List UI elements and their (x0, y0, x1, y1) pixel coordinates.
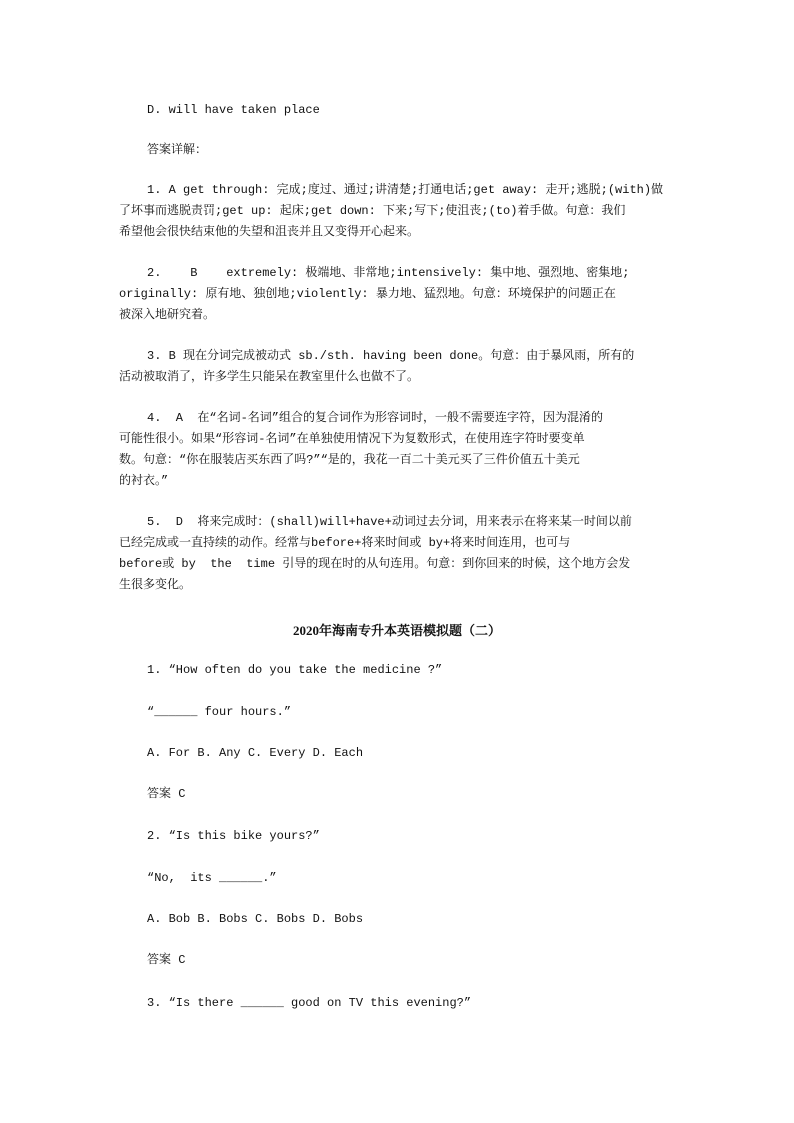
explanation-4-line-4: 的衬衣。” (119, 474, 169, 488)
section-title: 2020年海南专升本英语模拟题（二） (292, 623, 501, 638)
explanation-2-line-2: originally: 原有地、独创地;violently: 暴力地、猛烈地。句意：环境保护的问题正在 (119, 287, 616, 301)
explanation-5-line-1: 5. D 将来完成时：(shall)will+have+动词过去分词，用来表示在将来某一时间以前 (147, 515, 632, 529)
option-d: D. will have taken place (147, 103, 320, 117)
explanation-4-line-3: 数。句意：“你在服装店买东西了吗?”“是的，我花一百二十美元买了三件价值五十美元 (119, 453, 580, 467)
question-1: 1. “How often do you take the medicine ?” (147, 663, 443, 677)
question-2: 2. “Is this bike yours?” (147, 829, 320, 843)
question-1-answer: 答案 C (147, 787, 186, 801)
explanation-3-line-1: 3. B 现在分词完成被动式 sb./sth. having been done。句意：由于暴风雨，所有的 (147, 349, 635, 363)
explanation-3-line-2: 活动被取消了，许多学生只能呆在教室里什么也做不了。 (119, 370, 420, 384)
question-2-options: A. Bob B. Bobs C. Bobs D. Bobs (147, 912, 364, 926)
explanation-2-line-1: 2. B extremely: 极端地、非常地;intensively: 集中地、强烈地、密集地; (147, 266, 630, 280)
explanation-1-line-1: 1. A get through: 完成;度过、通过;讲清楚;打通电话;get away: 走开;逃脱;(with)做 (147, 183, 664, 197)
explanation-4-line-2: 可能性很小。如果“形容词-名词”在单独使用情况下为复数形式，在使用连字符时要变单 (119, 432, 585, 446)
explanation-5-line-3: before或 by the time 引导的现在时的从句连用。句意：到你回来的时候，这个地方会发 (119, 557, 631, 571)
question-1-options: A. For B. Any C. Every D. Each (147, 746, 364, 760)
explanation-5-line-4: 生很多变化。 (119, 578, 192, 592)
explanation-1-line-3: 希望他会很快结束他的失望和沮丧并且又变得开心起来。 (119, 225, 420, 239)
question-2-blank: “No, its ______.” (147, 871, 277, 885)
question-2-answer: 答案 C (147, 953, 186, 967)
explanation-1-line-2: 了坏事而逃脱责罚;get up: 起床;get down: 下来;写下;使沮丧;(to)着手做。句意：我们 (119, 204, 626, 218)
explanation-4-line-1: 4. A 在“名词-名词”组合的复合词作为形容词时，一般不需要连字符，因为混淆的 (147, 411, 604, 425)
answer-heading: 答案详解： (147, 143, 208, 157)
question-1-blank: “______ four hours.” (147, 705, 292, 719)
explanation-5-line-2: 已经完成或一直持续的动作。经常与before+将来时间或 by+将来时间连用，也可与 (119, 536, 571, 550)
explanation-2-line-3: 被深入地研究着。 (119, 308, 216, 322)
question-3: 3. “Is there ______ good on TV this evening?” (147, 996, 472, 1010)
